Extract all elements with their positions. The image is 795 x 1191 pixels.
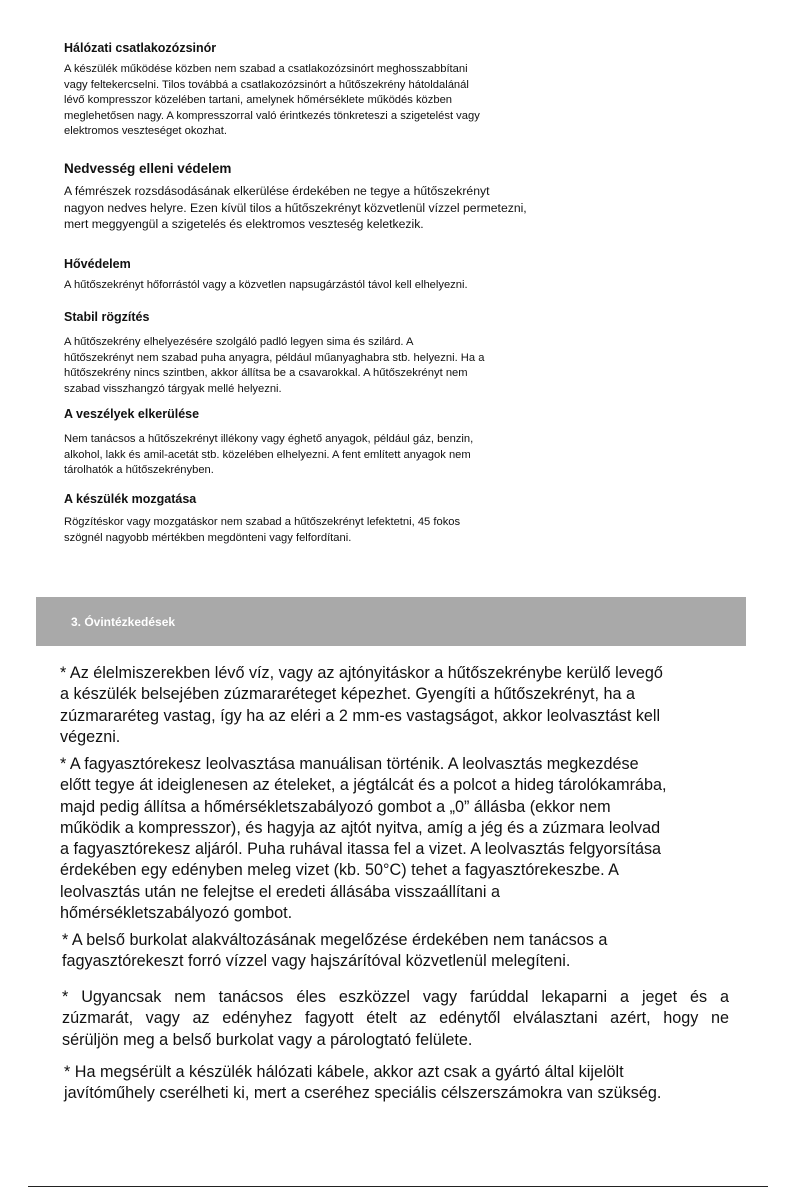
paragraph-ice-scraping: * Ugyancsak nem tanácsos éles eszközzel vagy farúddal lekaparni a jeget és a zúzmarát, vagy az edényhez fagyott ételt az edénytől elválasztani azért, hogy ne sérüljön meg a belső burkolat vagy a párologtató felülete.	[62, 988, 729, 1049]
section-text: A fémrészek rozsdásodásának elkerülése érdekében ne tegye a hűtőszekrényt nagyon nedves helyre. Ezen kívül tilos a hűtőszekrényt közvetlenül vízzel permetezni, mert meggyengül a szigetelés és elektromos veszteség keletkezik.	[64, 184, 527, 231]
paragraph-power-cable: * Ha megsérült a készülék hálózati kábele, akkor azt csak a gyártó által kijelölt javítóműhely cserélheti ki, mert a cseréhez speciális célszerszámokra van szükség.	[64, 1063, 662, 1103]
section-heading: A veszélyek elkerülése	[64, 407, 200, 421]
section-heading: A készülék mozgatása	[64, 492, 197, 506]
paragraph-defrosting: * A fagyasztórekesz leolvasztása manuálisan történik. A leolvasztás megkezdése előtt tegye át ideiglenesen az ételeket, a jégtálcát és a polcot a hideg tárolókamrába, majd pedig állítsa a hőmérsékletszabályozó gombot a „0” állásba (ekkor nem működik a kompresszor), és hagyja az ajtót nyitva, amíg a jég és a zúzmara leolvad a fagyasztórekesz aljáról. Puha ruhával itassa fel a vizet. A leolvasztás felgyorsítása érdekében egy edényben meleg vizet (kb. 50°C) tehet a fagyasztórekeszbe. A leolvasztás után ne felejtse el eredeti állásába visszaállítani a hőmérsékletszabályozó gombot.	[60, 755, 667, 923]
section-text: A készülék működése közben nem szabad a csatlakozózsinórt meghosszabbítani vagy feltekercselni. Tilos továbbá a csatlakozózsinórt a hűtőszekrény hátoldalánál lévő kompresszor közelében tartani, amelynek hőmérséklete működés közben meglehetősen nagy. A kompresszorral való érintkezés tönkreteszi a szigetelést vagy elektromos veszteséget okozhat.	[64, 63, 480, 137]
section-heading: Nedvesség elleni védelem	[64, 161, 232, 176]
chapter-title: 3. Óvintézkedések	[71, 615, 176, 629]
section-power-cord	[64, 40, 684, 140]
chapter-banner	[36, 597, 746, 646]
section-heading: Stabil rögzítés	[64, 310, 150, 324]
section-text: A hűtőszekrényt hőforrástól vagy a közvetlen napsugárzástól távol kell elhelyezni.	[64, 279, 468, 291]
section-text: Nem tanácsos a hűtőszekrényt illékony vagy éghető anyagok, például gáz, benzin, alkohol, lakk és amil-acetát stb. közelében elhelyezni. A fent említett anyagok nem tárolhatók a hűtőszekrényben.	[64, 433, 474, 476]
section-moving-appliance	[64, 491, 684, 546]
section-heading: Hálózati csatlakozózsinór	[64, 41, 217, 55]
paragraph-inner-lining: * A belső burkolat alakváltozásának megelőzése érdekében nem tanácsos a fagyasztórekeszt forró vízzel vagy hajszárítóval közvetlenül melegíteni.	[62, 931, 608, 971]
section-heat-protection	[64, 256, 684, 294]
paragraph-frost-buildup: * Az élelmiszerekben lévő víz, vagy az ajtónyitáskor a hűtőszekrénybe kerülő levegő a készülék belsejében zúzmararéteget képezhet. Gyengíti a hűtőszekrényt, ha a zúzmararéteg vastag, így ha az eléri a 2 mm-es vastagságot, akkor leolvasztást kell végezni.	[60, 664, 663, 746]
section-stable-mounting	[64, 309, 684, 397]
section-heading: Hővédelem	[64, 257, 131, 271]
section-text: Rögzítéskor vagy mozgatáskor nem szabad a hűtőszekrényt lefektetni, 45 fokos szögnél nagyobb mértékben megdönteni vagy felfordítani.	[64, 516, 461, 544]
section-hazard-avoidance	[64, 406, 684, 479]
bottom-divider	[28, 1186, 768, 1187]
section-moisture-protection	[64, 161, 684, 233]
section-text: A hűtőszekrény elhelyezésére szolgáló padló legyen sima és szilárd. A hűtőszekrényt nem szabad puha anyagra, például műanyaghabra stb. helyezni. Ha a hűtőszekrény nincs szintben, akkor állítsa be a csavarokkal. A hűtőszekrényt nem szabad visszhangzó tárgyak mellé helyezni.	[64, 336, 485, 395]
